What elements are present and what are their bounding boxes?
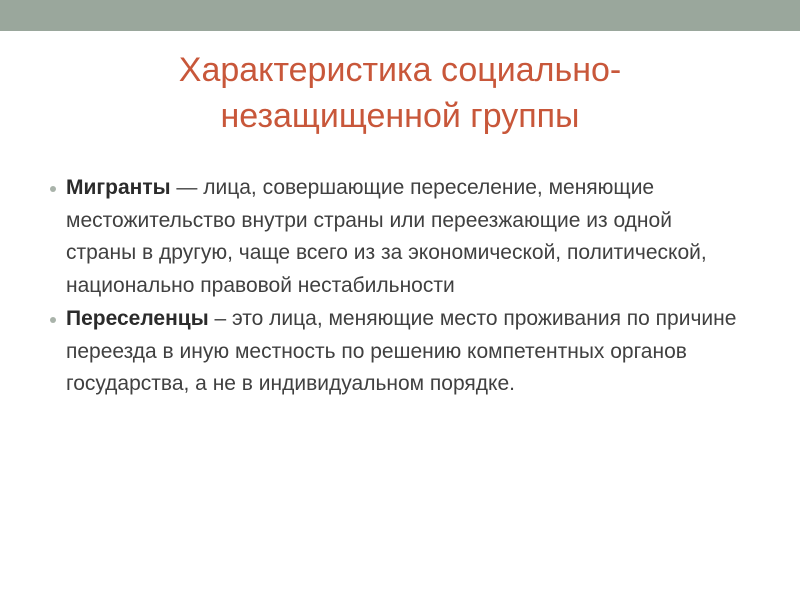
bullet-term: Мигранты xyxy=(66,176,171,199)
title-line-1: Характеристика социально- xyxy=(178,51,622,89)
bullet-item-migrants xyxy=(44,172,744,302)
top-decorative-bar xyxy=(0,0,800,31)
title-line-2: незащищенной группы xyxy=(220,97,580,135)
slide-title xyxy=(60,47,740,139)
bullet-dot-icon xyxy=(50,317,56,323)
bullet-text: — лица, совершающие переселение, меняющие местожительство внутри страны или переезжающие из одной страны в другую, чаще всего из за экономической, политической, национально правовой нестабильности xyxy=(66,176,707,297)
bullet-item-resettlers xyxy=(44,303,744,401)
bullet-text: – это лица, меняющие место проживания по причине переезда в иную местность по решению компетентных органов государства, а не в индивидуальном порядке. xyxy=(66,307,737,395)
bullet-list xyxy=(44,172,744,402)
bullet-term: Переселенцы xyxy=(66,307,209,330)
bullet-dot-icon xyxy=(50,186,56,192)
